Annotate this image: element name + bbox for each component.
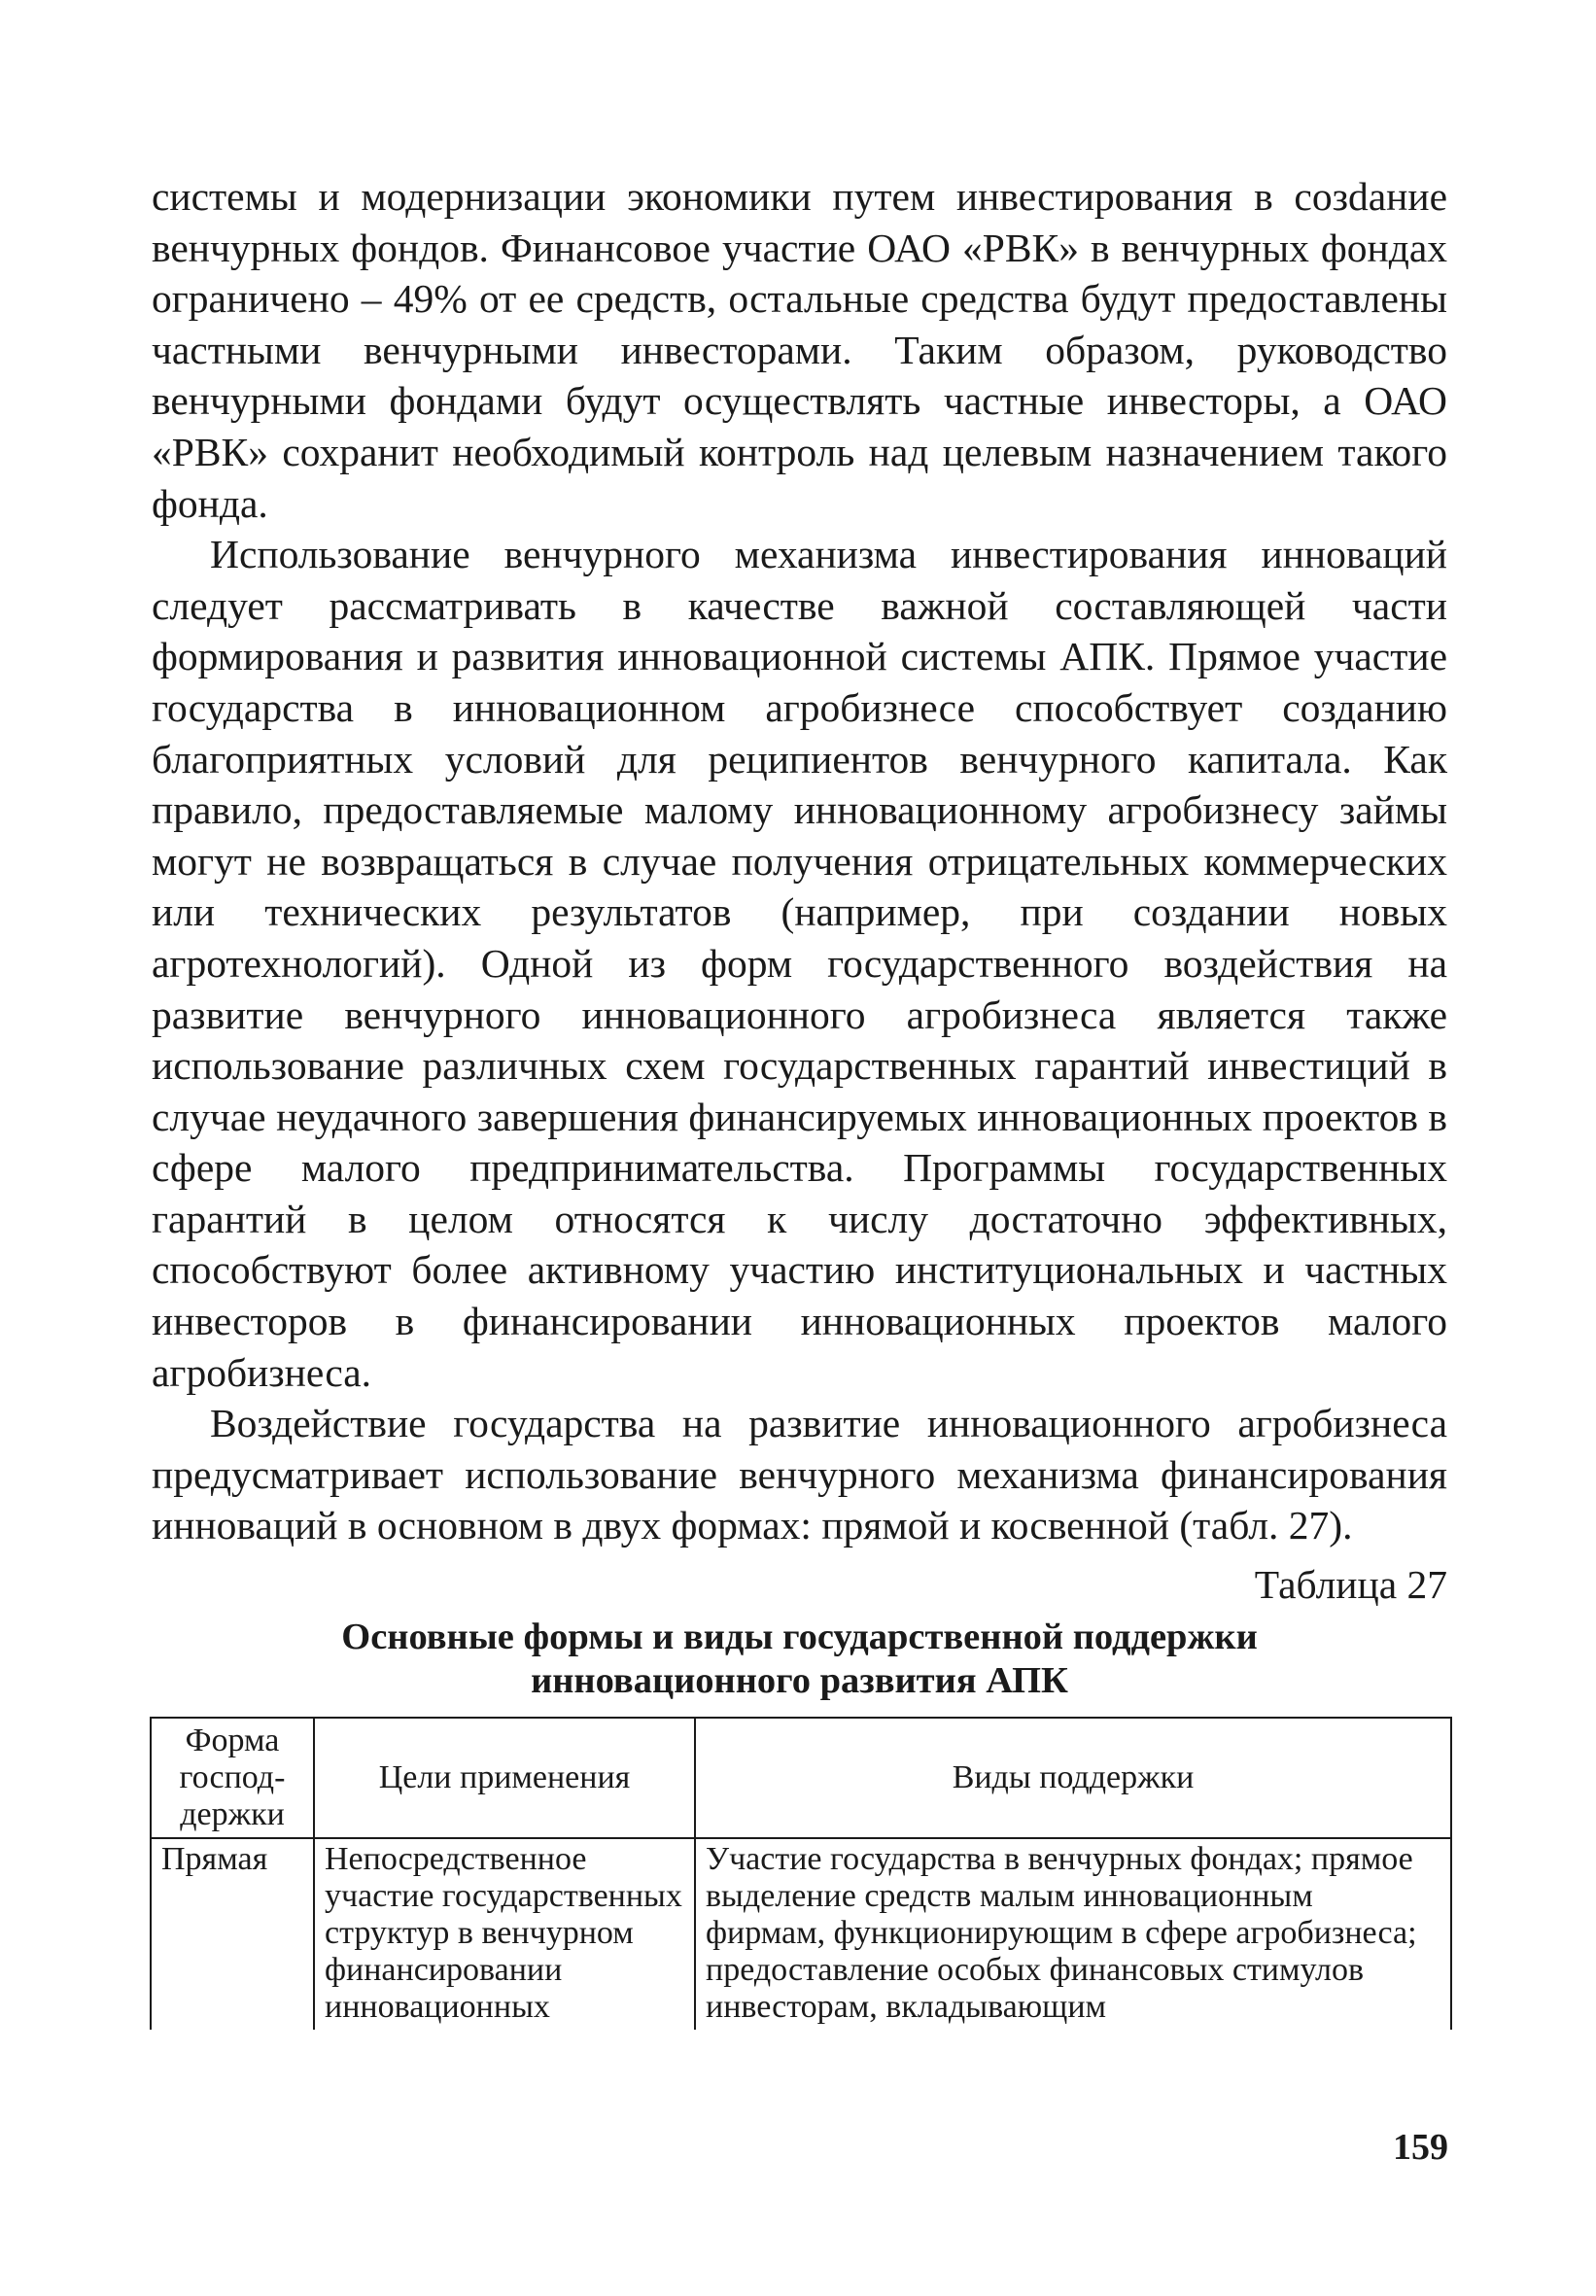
table-title-line-1: Основные формы и виды государственной поддержки — [341, 1617, 1258, 1658]
paragraph-3: Воздействие государства на развитие инновационного агробизнеса предусматривает использование венчурного механизма финансирования инноваций в основном в двух формах: прямой и косвенной (табл. 27). — [152, 1401, 1447, 1548]
table-row — [151, 1838, 1451, 2030]
cell-support: Участие государства в венчурных фондах; прямое выделение средств малым инновационным фирмам, функционирующим в сфере агробизнеса; предоставление особых финансовых стимулов инвесторам, вкладывающим — [695, 1838, 1451, 2030]
cell-form: Прямая — [151, 1838, 314, 2030]
table-header-row — [151, 1718, 1451, 1838]
cell-goal: Непосредственное участие государственных структур в венчурном финансировании инновационных — [314, 1838, 695, 2030]
paragraph-2: Использование венчурного механизма инвестирования инноваций следует рассматривать в качестве важной составляющей части формирования и развития инновационной системы АПК. Прямое участие государства в инновационном агробизнесе способствует созданию благоприятных условий для реципиентов венчурного капитала. Как правило, предоставляемые малому инновационному агробизнесу займы могут не возвращаться в случае получения отрицательных коммерческих или технических результатов (например, при создании новых агротехнологий). Одной из форм государственного воздействия на развитие венчурного инновационного агробизнеса является также использование различных схем государственных гарантий инвестиций в случае неудачного завершения финансируемых инновационных проектов в сфере малого предпринимательства. Программы государственных гарантий в целом относятся к числу достаточно эффективных, способствуют более активному участию институциональных и частных инвесторов в финансировании инновационных проектов малого агробизнеса. — [152, 532, 1447, 1395]
header-form: Форма господдержки — [151, 1718, 314, 1838]
table-title — [152, 1616, 1447, 1703]
header-support-types: Виды поддержки — [695, 1718, 1451, 1838]
table-title-line-2: инновационного развития АПК — [531, 1660, 1068, 1702]
page-number: 159 — [1393, 2127, 1448, 2168]
page-content — [152, 171, 1447, 2030]
header-goals: Цели применения — [314, 1718, 695, 1838]
support-forms-table — [150, 1717, 1452, 2030]
table-label: Таблица 27 — [1254, 1562, 1447, 1608]
paragraph-1: системы и модернизации экономики путем инвестирования в созdание венчурных фондов. Финансовое участие ОАО «РВК» в венчурных фондах ограничено – 49% от ее средств, остальные средства будут предоставлены частными венчурными инвесторами. Таким образом, руководство венчурными фондами будут осуществлять частные инвесторы, а ОАО «РВК» сохранит необходимый контроль над целевым назначением такого фонда. — [152, 174, 1447, 526]
